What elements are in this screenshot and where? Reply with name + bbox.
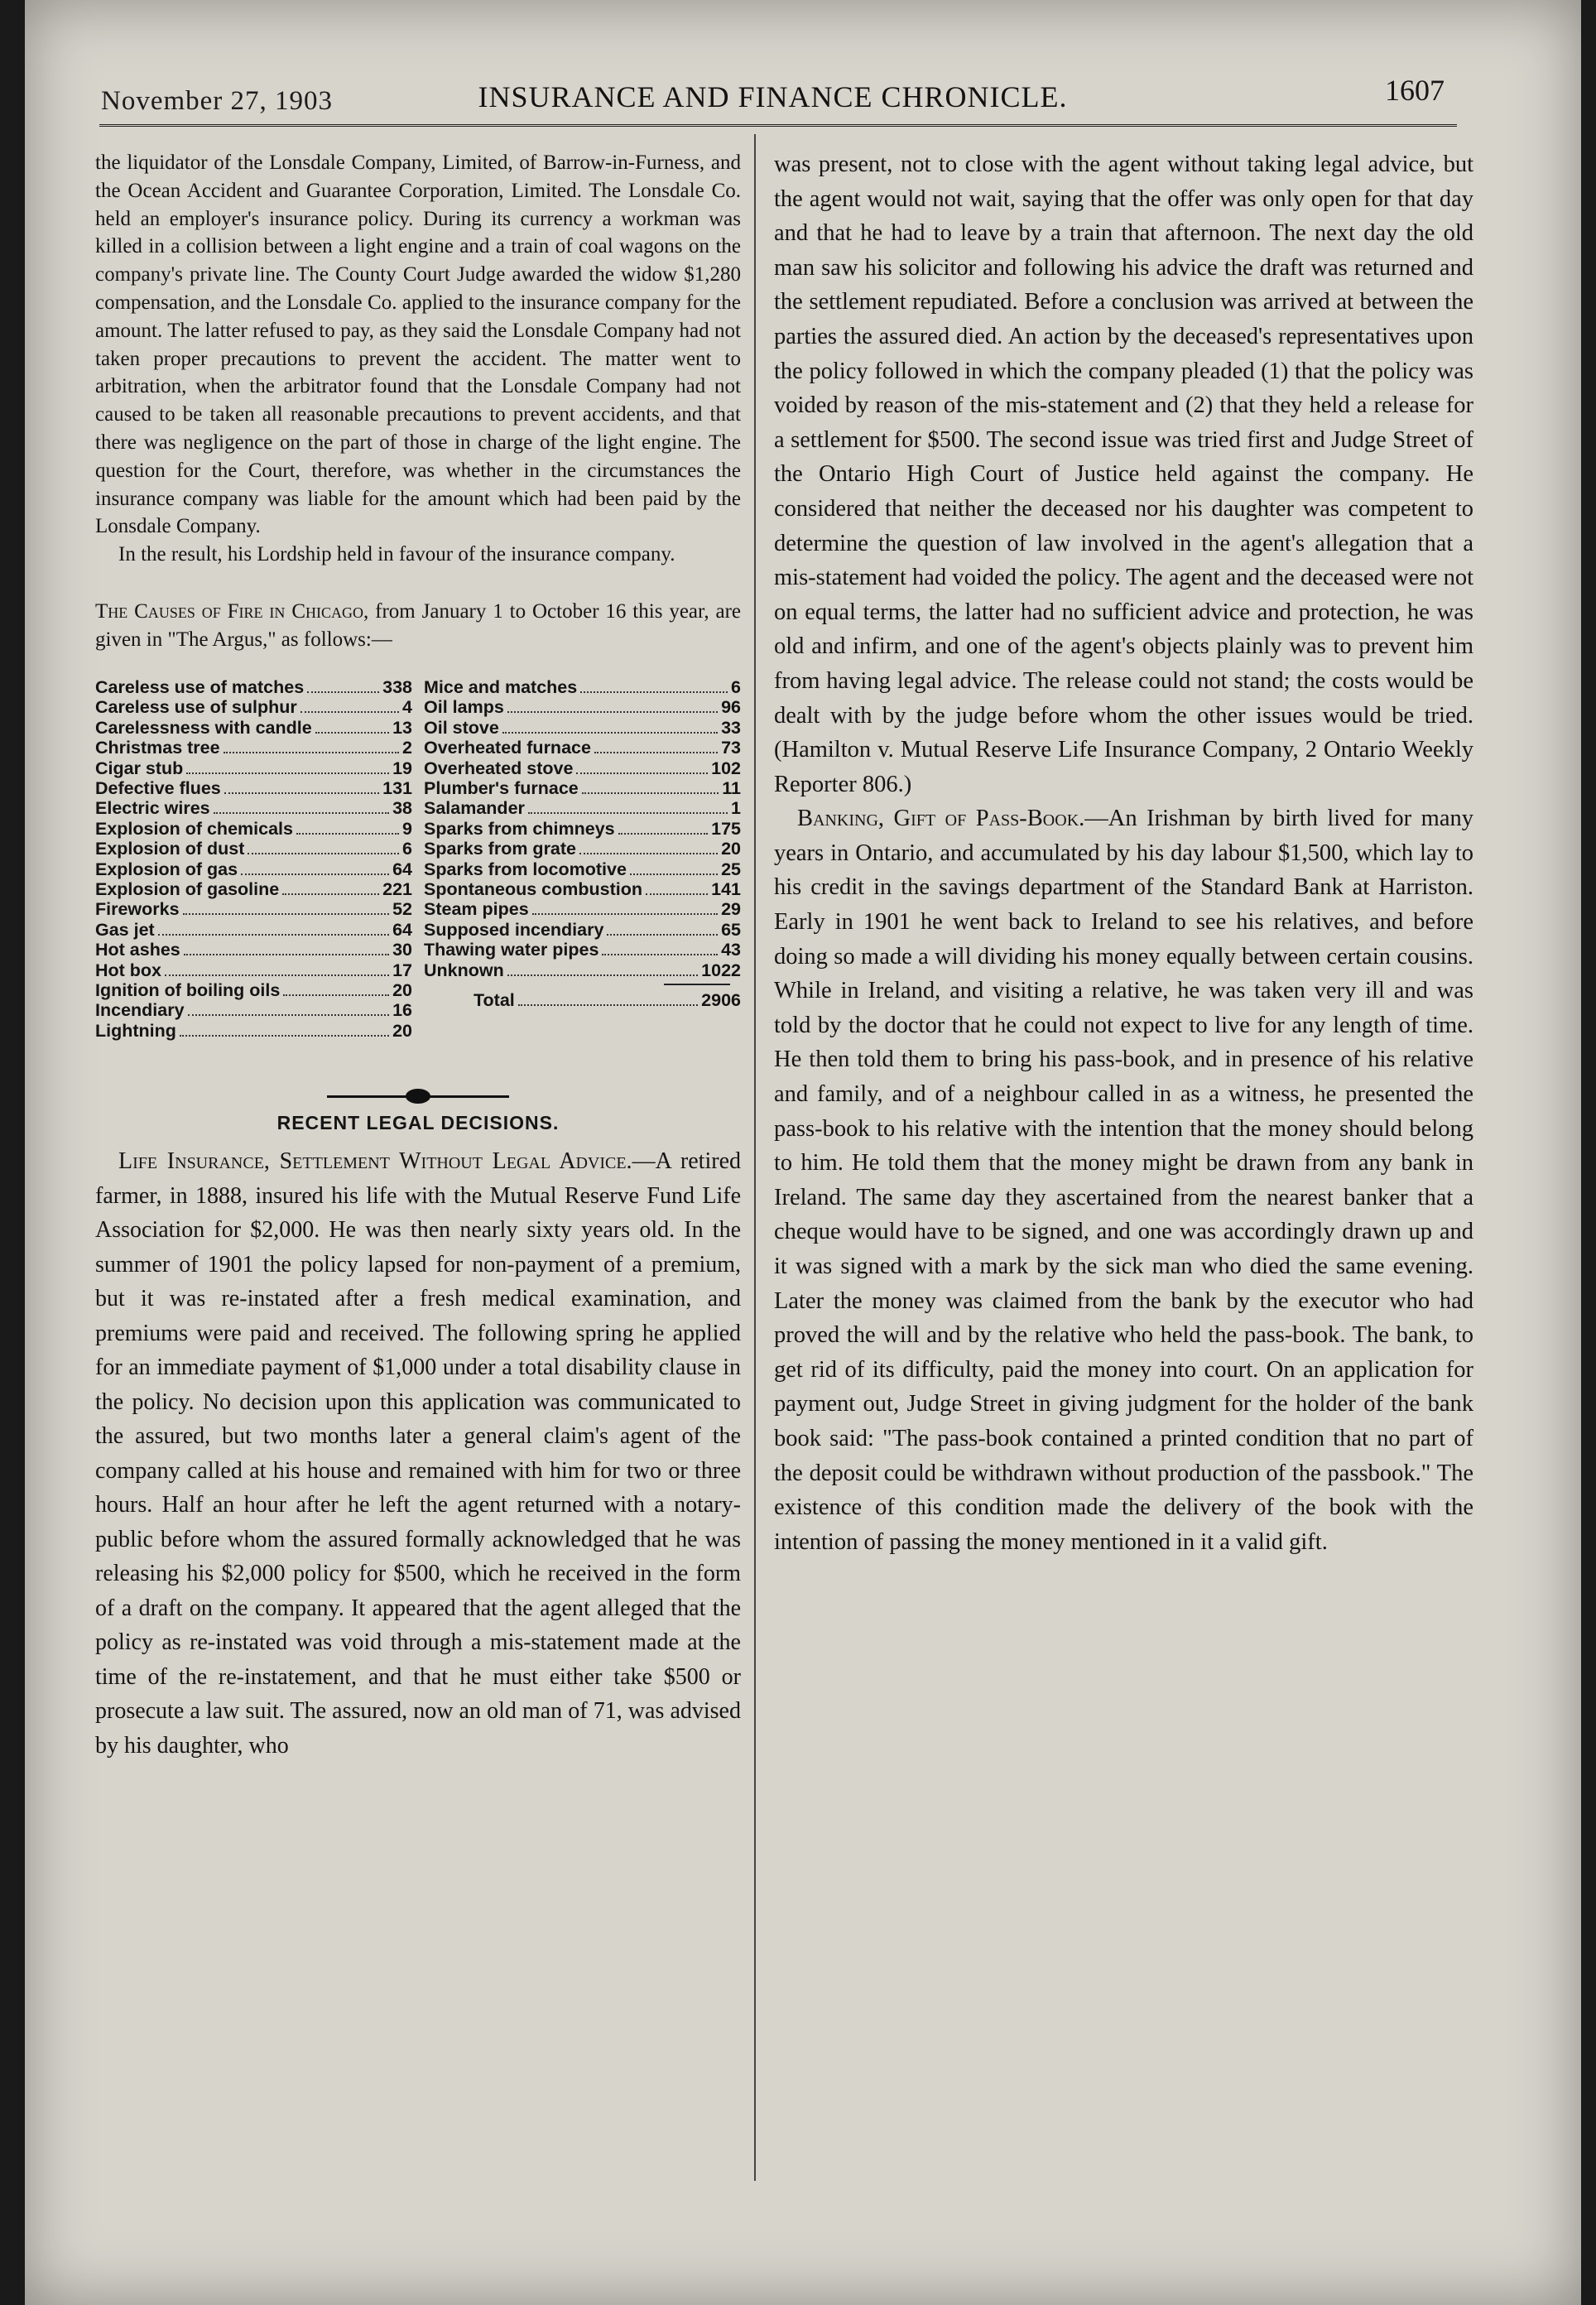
- fire-cause-label: Cigar stub: [95, 758, 184, 778]
- fire-cause-row: [424, 920, 741, 940]
- fire-cause-row: [95, 677, 412, 697]
- banking-text: —An Irishman by birth lived for many years in Ontario, and accumulated by his day labour $1,500, which lay to his credit in the savings department of the Standard Bank at Harriston. Early in 1901 he went back to Ireland to see his relatives, and before doing so made a will dividing his money equally between certain cousins. While in Ireland, and visiting a relative, he was taken very ill and was told by the doctor that he could not expect to live for any length of time. He then told them to bring his pass-book, and in presence of his relative and family, and of a neighbour called in as a witness, he presented the pass-book to his relative with the intention that the money should belong to him. He told them that the money might be drawn from any bank in Ireland. The same day they ascertained from the nearest banker that a cheque would have to be signed, and one was accordingly drawn up and it was signed with a mark by the sick man who died the same evening. Later the money was claimed from the bank by the executor who had proved the will and by the relative who held the pass-book. The bank, to get rid of its difficulty, paid the money into court. On an application for payment out, Judge Street in giving judgment for the holder of the bank book said: "The pass-book contained a printed condition that no part of the deposit could be withdrawn without production of the passbook." The existence of this condition made the delivery of the book with the intention of passing the money mentioned in it a valid gift.: [774, 806, 1473, 1555]
- fire-cause-count: 102: [711, 758, 741, 778]
- total-rule: [664, 984, 730, 985]
- fire-cause-label: Electric wires: [95, 798, 210, 819]
- fire-cause-count: 1: [731, 798, 741, 819]
- issue-date: November 27, 1903: [101, 86, 334, 116]
- fire-cause-label: Carelessness with candle: [95, 717, 312, 738]
- fire-cause-label: Steam pipes: [424, 899, 529, 920]
- fire-cause-row: [95, 960, 412, 980]
- fire-cause-label: Careless use of sulphur: [95, 697, 297, 718]
- fire-cause-label: Fireworks: [95, 899, 180, 920]
- fire-cause-count: 96: [721, 697, 741, 718]
- fire-cause-label: Christmas tree: [95, 738, 220, 758]
- fire-cause-row: [424, 798, 741, 818]
- fire-cause-count: 64: [392, 919, 412, 940]
- fire-cause-label: Sparks from locomotive: [424, 859, 627, 879]
- fire-cause-row: [95, 980, 412, 1000]
- fire-cause-row: [95, 778, 412, 798]
- fire-cause-count: 16: [392, 1000, 412, 1021]
- fire-cause-count: 141: [711, 879, 741, 900]
- fire-cause-label: Oil lamps: [424, 697, 504, 718]
- fire-cause-row: [95, 1000, 412, 1020]
- fire-total-value: 2906: [701, 990, 741, 1011]
- fire-cause-label: Unknown: [424, 960, 504, 980]
- fire-cause-label: Defective flues: [95, 777, 221, 798]
- fire-cause-count: 25: [721, 859, 741, 879]
- fire-cause-row: [95, 758, 412, 778]
- fire-cause-count: 4: [402, 697, 412, 718]
- fire-cause-count: 131: [382, 777, 412, 798]
- fire-cause-row: [424, 738, 741, 758]
- fire-cause-count: 221: [382, 879, 412, 900]
- banking-article: [774, 801, 1473, 1559]
- fire-cause-row: [95, 738, 412, 758]
- section-title: RECENT LEGAL DECISIONS.: [276, 1112, 560, 1134]
- fire-cause-count: 33: [721, 717, 741, 738]
- fire-intro-text: from January 1 to October 16 this year, are given in "The Argus," as follows:—: [95, 599, 741, 651]
- fire-causes-intro: [95, 598, 741, 654]
- fire-cause-count: 1022: [701, 960, 741, 980]
- fire-cause-label: Explosion of gas: [95, 859, 238, 879]
- column-divider: [754, 134, 756, 2181]
- life-insurance-text: —A retired farmer, in 1888, insured his life with the Mutual Reserve Fund Life Association for $2,000. He was then nearly sixty years old. In the summer of 1901 the policy lapsed for non-payment of a premium, but it was re-instated after a fresh medical examination, and premiums were paid and received. The following spring he applied for an immediate payment of $1,000 under a total disability clause in the policy. No decision upon this application was communicated to the assured, but two months later a general claim's agent of the company called at his house and remained with him for two or three hours. Half an hour after he left the agent returned with a notary-public before whom the assured formally acknowledged that he was releasing his $2,000 policy for $500, which he received in the form of a draft on the company. It appeared that the agent alleged that the policy as re-instated was void through a mis-statement made at the time of the re-instatement, and that he must either take $500 or prosecute a law suit. The assured, now an old man of 71, was advised by his daughter, who: [95, 1148, 741, 1759]
- fire-cause-label: Overheated stove: [424, 758, 574, 778]
- banking-heading: Banking, Gift of Pass-Book.: [797, 806, 1085, 832]
- fire-intro-lead: The Causes of Fire in Chicago,: [95, 599, 369, 623]
- fire-cause-count: 20: [392, 980, 412, 1001]
- fire-cause-row: [424, 940, 741, 960]
- article-paragraph: the liquidator of the Lonsdale Company, Limited, of Barrow-in-Furness, and the Ocean Accident and Guarantee Corporation, Limited. The Lonsdale Co. held an employer's insurance policy. During its currency a workman was killed in a collision between a light engine and a train of coal wagons on the company's private line. The County Court Judge awarded the widow $1,280 compensation, and the Lonsdale Co. applied to the insurance company for the amount. The latter refused to pay, as they said the Lonsdale Company had not taken proper precautions to prevent the accident. The matter went to arbitration, when the arbitrator found that the Lonsdale Company had not caused to be taken all reasonable precautions to prevent accidents, and that there was negligence on the part of those in charge of the light engine. The question for the Court, therefore, was whether in the circumstances the insurance company was liable for the amount which had been paid by the Lonsdale Company.: [95, 152, 741, 538]
- fire-cause-count: 20: [392, 1020, 412, 1041]
- fire-cause-label: Sparks from chimneys: [424, 818, 615, 839]
- fire-cause-label: Oil stove: [424, 717, 499, 738]
- fire-cause-row: [95, 879, 412, 899]
- fire-cause-row: [95, 819, 412, 839]
- fire-cause-row: [95, 697, 412, 717]
- fire-cause-row: [424, 718, 741, 738]
- fire-cause-row: [95, 899, 412, 919]
- fire-cause-row: [424, 859, 741, 879]
- newspaper-page: [25, 0, 1581, 2305]
- fire-cause-count: 65: [721, 919, 741, 940]
- fire-causes-column-left: [95, 677, 412, 1041]
- fire-cause-label: Spontaneous combustion: [424, 879, 642, 900]
- fire-cause-count: 9: [402, 818, 412, 839]
- fire-cause-label: Lightning: [95, 1020, 176, 1041]
- fire-cause-row: [424, 819, 741, 839]
- fire-cause-row: [424, 839, 741, 859]
- fire-cause-count: 11: [722, 777, 741, 798]
- fire-cause-row: [424, 899, 741, 919]
- fire-cause-label: Overheated furnace: [424, 738, 591, 758]
- fire-cause-label: Gas jet: [95, 919, 155, 940]
- fire-cause-label: Incendiary: [95, 1000, 185, 1021]
- fire-cause-row: [424, 960, 741, 980]
- fire-causes-column-right: [424, 677, 741, 1041]
- fire-cause-label: Explosion of chemicals: [95, 818, 293, 839]
- fire-cause-count: 6: [731, 676, 741, 697]
- fire-causes-table: [95, 677, 741, 1041]
- fire-cause-row: [424, 778, 741, 798]
- fire-cause-row: [424, 758, 741, 778]
- fire-cause-count: 6: [402, 839, 412, 859]
- fire-cause-label: Salamander: [424, 798, 525, 819]
- fire-cause-count: 73: [721, 738, 741, 758]
- fire-total-row: [424, 990, 741, 1010]
- fire-cause-count: 175: [711, 818, 741, 839]
- fire-cause-label: Hot ashes: [95, 940, 180, 960]
- fire-total-label: Total: [474, 990, 515, 1011]
- fire-cause-count: 2: [402, 738, 412, 758]
- fire-cause-label: Hot box: [95, 960, 162, 980]
- header-rule: [99, 124, 1457, 130]
- page-number: 1607: [1385, 74, 1445, 107]
- fire-cause-label: Explosion of dust: [95, 839, 245, 859]
- fire-cause-label: Supposed incendiary: [424, 919, 604, 940]
- fire-cause-row: [95, 839, 412, 859]
- fire-cause-row: [95, 920, 412, 940]
- fire-cause-count: 20: [721, 839, 741, 859]
- fire-cause-count: 17: [392, 960, 412, 980]
- fire-cause-row: [424, 879, 741, 899]
- fire-cause-label: Explosion of gasoline: [95, 879, 280, 900]
- fire-cause-label: Mice and matches: [424, 676, 578, 697]
- fire-cause-label: Careless use of matches: [95, 676, 305, 697]
- fire-cause-count: 52: [392, 899, 412, 920]
- fire-cause-count: 38: [392, 798, 412, 819]
- left-column: [95, 149, 741, 1763]
- section-ornament: [327, 1090, 509, 1102]
- fire-cause-count: 43: [721, 940, 741, 960]
- fire-cause-row: [95, 940, 412, 960]
- fire-cause-row: [95, 798, 412, 818]
- fire-cause-count: 338: [382, 676, 412, 697]
- fire-cause-count: 13: [392, 717, 412, 738]
- fire-cause-label: Plumber's furnace: [424, 777, 579, 798]
- fire-cause-label: Thawing water pipes: [424, 940, 599, 960]
- publication-title: INSURANCE AND FINANCE CHRONICLE.: [478, 80, 1068, 113]
- fire-cause-row: [95, 1021, 412, 1041]
- fire-cause-count: 29: [721, 899, 741, 920]
- life-insurance-continuation: was present, not to close with the agent without taking legal advice, but the agent would not wait, saying that the offer was only open for that day and that he had to leave by a train that afternoon. The next day the old man saw his solicitor and following his advice the draft was returned and the settlement repudiated. Before a conclusion was arrived at between the parties the assured died. An action by the deceased's representatives upon the policy followed in which the company pleaded (1) that the policy was voided by reason of the mis-statement and (2) that they held a release for a settlement for $500. The second issue was tried first and Judge Street of the Ontario High Court of Justice held against the company. He considered that neither the deceased nor his daughter was competent to determine the question of law involved in the agent's allegation that a mis-statement had voided the policy. The agent and the deceased were not on equal terms, the latter had no sufficient advice and protection, he was old and infirm, and one of the agent's objects plainly was to prevent him from having legal advice. The release could not stand; the costs would be dealt with by the judge before whom the other issues would be tried. (Hamilton v. Mutual Reserve Life Insurance Company, 2 Ontario Weekly Reporter 806.): [774, 152, 1473, 797]
- life-insurance-article: [95, 1144, 741, 1763]
- life-insurance-heading: Life Insurance, Settlement Without Legal Advice.: [118, 1148, 632, 1175]
- fire-cause-count: 19: [392, 758, 412, 778]
- page-header: [101, 73, 1445, 123]
- fire-cause-count: 64: [392, 859, 412, 879]
- fire-cause-count: 30: [392, 940, 412, 960]
- fire-cause-row: [424, 677, 741, 697]
- right-column: [774, 147, 1473, 1559]
- article-paragraph: In the result, his Lordship held in favour of the insurance company.: [118, 543, 675, 566]
- fire-cause-row: [95, 859, 412, 879]
- fire-cause-row: [95, 718, 412, 738]
- fire-cause-row: [424, 697, 741, 717]
- lonsdale-article: [95, 149, 741, 569]
- fire-cause-label: Sparks from grate: [424, 839, 577, 859]
- fire-cause-label: Ignition of boiling oils: [95, 980, 281, 1001]
